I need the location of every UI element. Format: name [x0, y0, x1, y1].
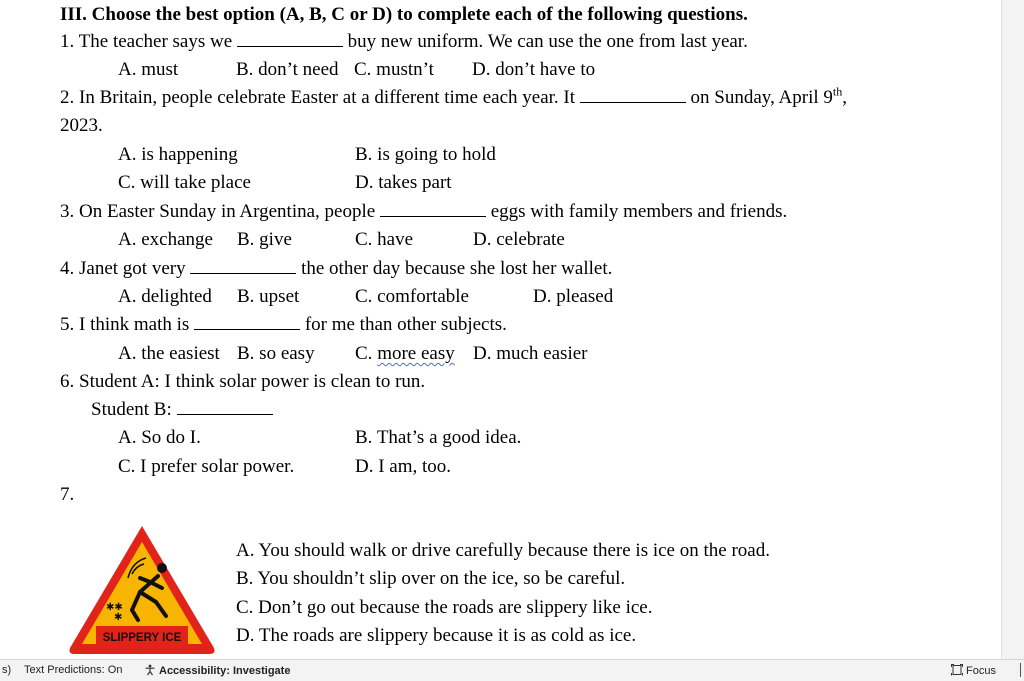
question-2	[60, 86, 847, 110]
q6-option-d: D. I am, too.	[355, 456, 452, 477]
question-2-year: 2023.	[60, 115, 103, 136]
text-predictions-status[interactable]: Text Predictions: On	[24, 664, 123, 676]
answer-blank	[237, 30, 343, 47]
question-4-stem: 4. Janet got very	[60, 258, 186, 279]
answer-blank	[190, 257, 296, 274]
question-4-stem-end: the other day because she lost her wallet.	[301, 258, 613, 279]
person-head	[157, 563, 167, 573]
q6-option-b: B. That’s a good idea.	[355, 427, 522, 448]
q4-option-b: B. upset	[237, 286, 300, 307]
q3-option-a: A. exchange	[118, 229, 213, 250]
q1-option-b: B. don’t need	[236, 59, 339, 80]
grammar-flagged-text[interactable]: more easy	[377, 343, 455, 364]
q2-option-b: B. is going to hold	[355, 144, 496, 165]
question-3	[60, 200, 787, 224]
question-5	[60, 313, 507, 337]
student-b-label: Student B:	[91, 399, 172, 420]
q4-option-c: C. comfortable	[355, 286, 469, 307]
snowflake-icon: ✱✱	[106, 602, 123, 613]
q5-option-c-letter: C.	[355, 343, 373, 364]
question-5-stem-end: for me than other subjects.	[304, 314, 507, 335]
q4-option-d: D. pleased	[533, 286, 614, 307]
q3-option-c: C. have	[355, 229, 414, 250]
focus-icon	[951, 664, 963, 676]
status-bar	[0, 659, 1024, 681]
answer-blank	[177, 398, 273, 415]
vertical-scrollbar[interactable]	[1001, 0, 1024, 659]
status-fragment: s)	[2, 664, 12, 676]
status-divider	[1020, 663, 1021, 677]
q6-option-c: C. I prefer solar power.	[118, 456, 295, 477]
question-4	[60, 257, 612, 281]
question-1-stem-end: buy new uniform. We can use the one from last year.	[347, 31, 748, 52]
question-6-response	[91, 398, 273, 422]
q2-option-d: D. takes part	[355, 172, 452, 193]
q3-option-d: D. celebrate	[473, 229, 565, 250]
question-1-stem: 1. The teacher says we	[60, 31, 233, 52]
accessibility-status[interactable]	[144, 664, 290, 677]
q6-option-a: A. So do I.	[118, 427, 201, 448]
focus-mode-button[interactable]	[951, 664, 996, 677]
ordinal-suffix: th	[832, 84, 843, 99]
comma: ,	[842, 87, 847, 108]
q5-option-b: B. so easy	[237, 343, 315, 364]
q7-option-d: D. The roads are slippery because it is as cold as ice.	[236, 625, 637, 646]
accessibility-label: Accessibility: Investigate	[159, 665, 291, 677]
question-2-stem-end: on Sunday, April 9	[690, 87, 833, 108]
question-5-stem: 5. I think math is	[60, 314, 190, 335]
answer-blank	[380, 200, 486, 217]
question-3-stem: 3. On Easter Sunday in Argentina, people	[60, 201, 376, 222]
q2-option-c: C. will take place	[118, 172, 251, 193]
accessibility-icon	[144, 664, 156, 676]
answer-blank	[580, 86, 686, 103]
q5-option-a: A. the easiest	[118, 343, 220, 364]
q5-option-c	[355, 342, 455, 366]
q7-option-b: B. You shouldn’t slip over on the ice, so be careful.	[236, 568, 626, 589]
q1-option-c: C. mustn’t	[354, 59, 434, 80]
q5-option-d: D. much easier	[473, 343, 588, 364]
question-2-stem: 2. In Britain, people celebrate Easter at a different time each year. It	[60, 87, 576, 108]
q2-option-a: A. is happening	[118, 144, 238, 165]
focus-label: Focus	[966, 665, 996, 677]
question-1	[60, 30, 748, 54]
section-heading: III. Choose the best option (A, B, C or D) to complete each of the following questions.	[60, 4, 748, 25]
sign-label: SLIPPERY ICE	[102, 632, 182, 644]
q3-option-b: B. give	[237, 229, 292, 250]
snowflake-icon: ✱	[114, 612, 123, 623]
answer-blank	[194, 313, 300, 330]
slippery-ice-sign-icon	[66, 522, 218, 658]
q1-option-d: D. don’t have to	[472, 59, 596, 80]
question-7-number: 7.	[60, 484, 75, 505]
question-6: 6. Student A: I think solar power is clean to run.	[60, 371, 426, 392]
q7-option-a: A. You should walk or drive carefully because there is ice on the road.	[236, 540, 770, 561]
q7-option-c: C. Don’t go out because the roads are slippery like ice.	[236, 597, 653, 618]
q1-option-a: A. must	[118, 59, 179, 80]
question-3-stem-end: eggs with family members and friends.	[490, 201, 788, 222]
q4-option-a: A. delighted	[118, 286, 212, 307]
